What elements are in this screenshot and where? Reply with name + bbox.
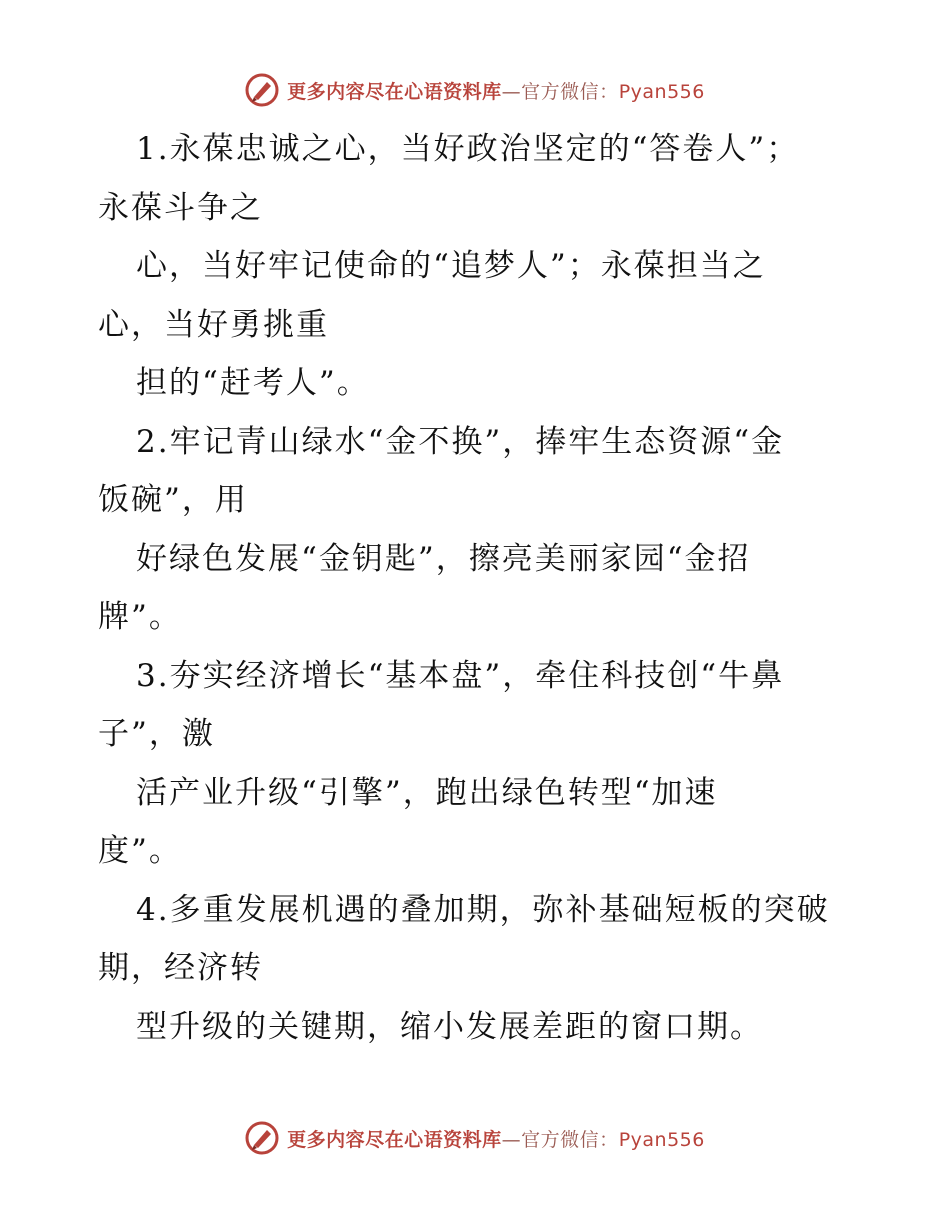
text-line: 牌”。	[98, 599, 182, 635]
document-body	[98, 120, 858, 1056]
text-line: 活产业升级“引擎”，跑出绿色转型“加速	[136, 774, 718, 811]
text-line: 型升级的关键期，缩小发展差距的窗口期。	[136, 1008, 763, 1045]
text-line: 饭碗”，用	[98, 482, 248, 518]
pen-logo-icon	[245, 1121, 279, 1155]
watermark-brand: 更多内容尽在心语资料库	[287, 80, 502, 103]
text-line: 好绿色发展“金钥匙”，擦亮美丽家园“金招	[136, 540, 751, 577]
text-line: 心，当好勇挑重	[98, 306, 329, 343]
text-line: 子”，激	[98, 716, 215, 752]
watermark-text	[287, 77, 705, 104]
watermark-brand: 更多内容尽在心语资料库	[287, 1128, 502, 1151]
text-line: 心，当好牢记使命的“追梦人”；永葆担当之	[136, 248, 766, 284]
text-line: 永葆斗争之	[98, 189, 263, 226]
watermark-label: —官方微信：	[501, 80, 619, 103]
text-line: 1.永葆忠诚之心，当好政治坚定的“答卷人”；	[136, 131, 800, 167]
footer-watermark	[0, 1118, 950, 1158]
text-line: 2.牢记青山绿水“金不换”，捧牢生态资源“金	[136, 423, 785, 460]
text-line: 担的“赶考人”。	[136, 365, 370, 401]
watermark-text	[287, 1125, 705, 1152]
watermark-label: —官方微信：	[501, 1128, 619, 1151]
text-line: 4.多重发展机遇的叠加期，弥补基础短板的突破	[136, 891, 830, 928]
text-line: 度”。	[98, 833, 182, 869]
text-line: 3.夯实经济增长“基本盘”，牵住科技创“牛鼻	[136, 657, 785, 694]
header-watermark	[0, 70, 950, 110]
watermark-wechat-id: Pyan556	[618, 80, 705, 103]
watermark-wechat-id: Pyan556	[618, 1128, 705, 1151]
pen-logo-icon	[245, 73, 279, 107]
text-line: 期，经济转	[98, 950, 263, 986]
